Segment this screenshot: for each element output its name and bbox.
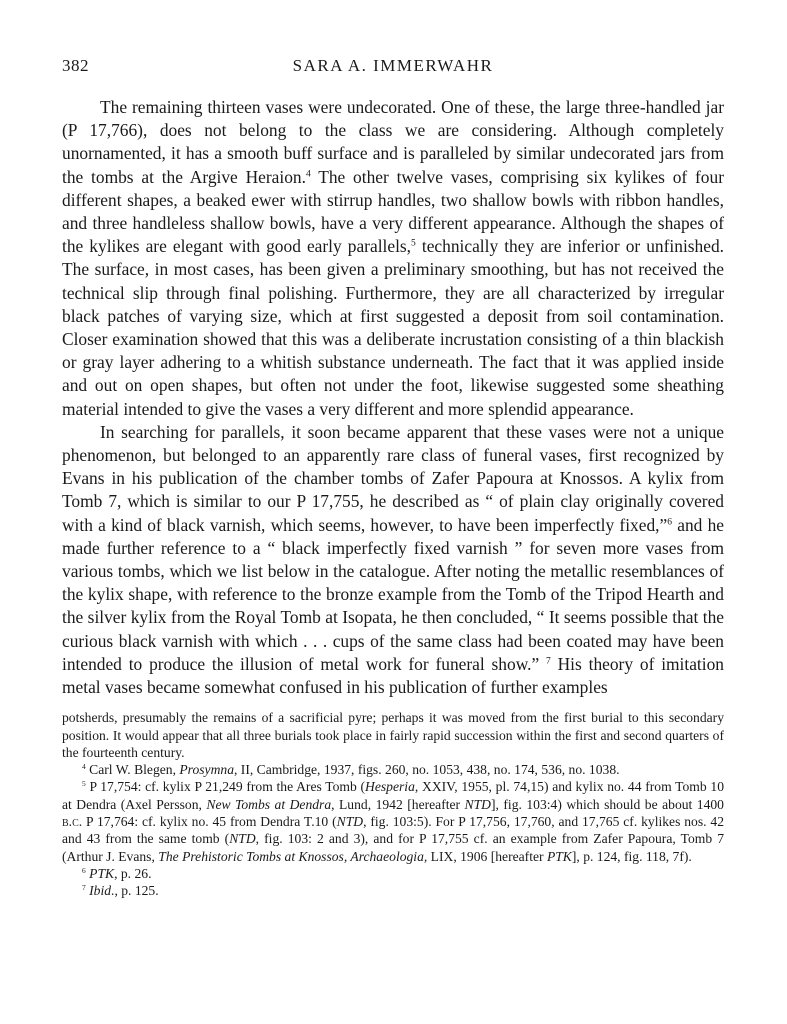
- footnotes: [62, 709, 724, 899]
- footnote-5: $^5$ P 17,754: cf. kylix P 21,249 from the Ares Tomb (Hesperia, XXIV, 1955, pl. 74,15) and kylix no. 44 from Tomb 10 at Dendra (Axel Persson, New Tombs at Dendra, Lund, 1942 [hereafter NTD], fig. 103:4) which should be about 1400 b.c. P 17,764: cf. kylix no. 45 from Dendra T.10 (NTD, fig. 103:5). For P 17,756, 17,760, and 17,765 cf. kylikes nos. 42 and 43 from the same tomb (NTD, fig. 103: 2 and 3), and for P 17,755 cf. an example from Zafer Papoura, Tomb 7 (Arthur J. Evans, The Prehistoric Tombs at Knossos, Archaeologia, LIX, 1906 [hereafter PTK], p. 124, fig. 118, 7f).: [62, 779, 725, 864]
- running-header: [62, 56, 724, 84]
- footnote-6: $^6$ PTK, p. 26.: [82, 865, 152, 881]
- paragraph-1: The remaining thirteen vases were undecorated. One of these, the large three-handled jar (P 17,766), does not belong to the class we are considering. Although completely unornamented, it has a smooth buff surface and is paralleled by similar undecorated jars from the tombs at the Argive Heraion.$^4$ The other twelve vases, comprising six kylikes of four different shapes, a beaked ewer with stirrup handles, two shallow bowls with ribbon handles, and three handleless shallow bowls, have a very different appearance. Although the shapes of the kylikes are elegant with good early parallels,$^5$ technically they are inferior or unfinished. The surface, in most cases, has been given a preliminary smoothing, but has not received the technical slip through final polishing. Furthermore, they are all characterized by irregular black patches of varying size, which at first suggested a deposit from soil contamination. Closer examination showed that this was a deliberate incrustation consisting of a thin blackish or gray layer adhering to a whitish substance underneath. The fact that it was applied inside and out on open shapes, but often not under the foot, likewise suggested some sheathing material intended to give the vases a very different and more splendid appearance.: [62, 97, 725, 419]
- footnote-4: $^4$ Carl W. Blegen, Prosymna, II, Cambridge, 1937, figs. 260, no. 1053, 438, no. 174, 536, no. 1038.: [82, 761, 620, 778]
- footnote-ref-6[interactable]: 6: [667, 515, 672, 527]
- page: [62, 56, 724, 900]
- main-text: [62, 96, 724, 699]
- running-head-author: SARA A. IMMERWAHR: [292, 56, 494, 75]
- footnote-ref-7[interactable]: 7: [546, 655, 551, 667]
- footnote-ref-5[interactable]: 5: [411, 237, 416, 249]
- footnote-7: $^7$ Ibid., p. 125.: [82, 883, 159, 899]
- footnote-ref-4[interactable]: 4: [305, 167, 311, 179]
- footnote-continuation: potsherds, presumably the remains of a sacrificial pyre; perhaps it was moved from the first burial to this secondary position. It would appear that all three burials took place in fairly rapid succession within the first and second quarters of the fourteenth century.: [62, 710, 724, 760]
- paragraph-2: In searching for parallels, it soon became apparent that these vases were not a unique phenomenon, but belonged to an apparently rare class of funeral vases, first recognized by Evans in his publication of the chamber tombs of Zafer Papoura at Knossos. A kylix from Tomb 7, which is similar to our P 17,755, he described as “ of plain clay originally covered with a kind of black varnish, which seems, however, to have been imperfectly fixed,”$^6$ and he made further reference to a “ black imperfectly fixed varnish ” for seven more vases from various tombs, which we list below in the catalogue. After noting the metallic resemblances of the kylix shape, with reference to the bronze example from the Tomb of the Tripod Hearth and the silver kylix from the Royal Tomb at Isopata, he then concluded, “ It seems possible that the curious black varnish with which . . . cups of the same class had been coated may have been intended to produce the illusion of metal work for funeral show.” $^7$ His theory of imitation metal vases became somewhat confused in his publication of further examples: [62, 421, 724, 698]
- page-number: 382: [62, 56, 89, 75]
